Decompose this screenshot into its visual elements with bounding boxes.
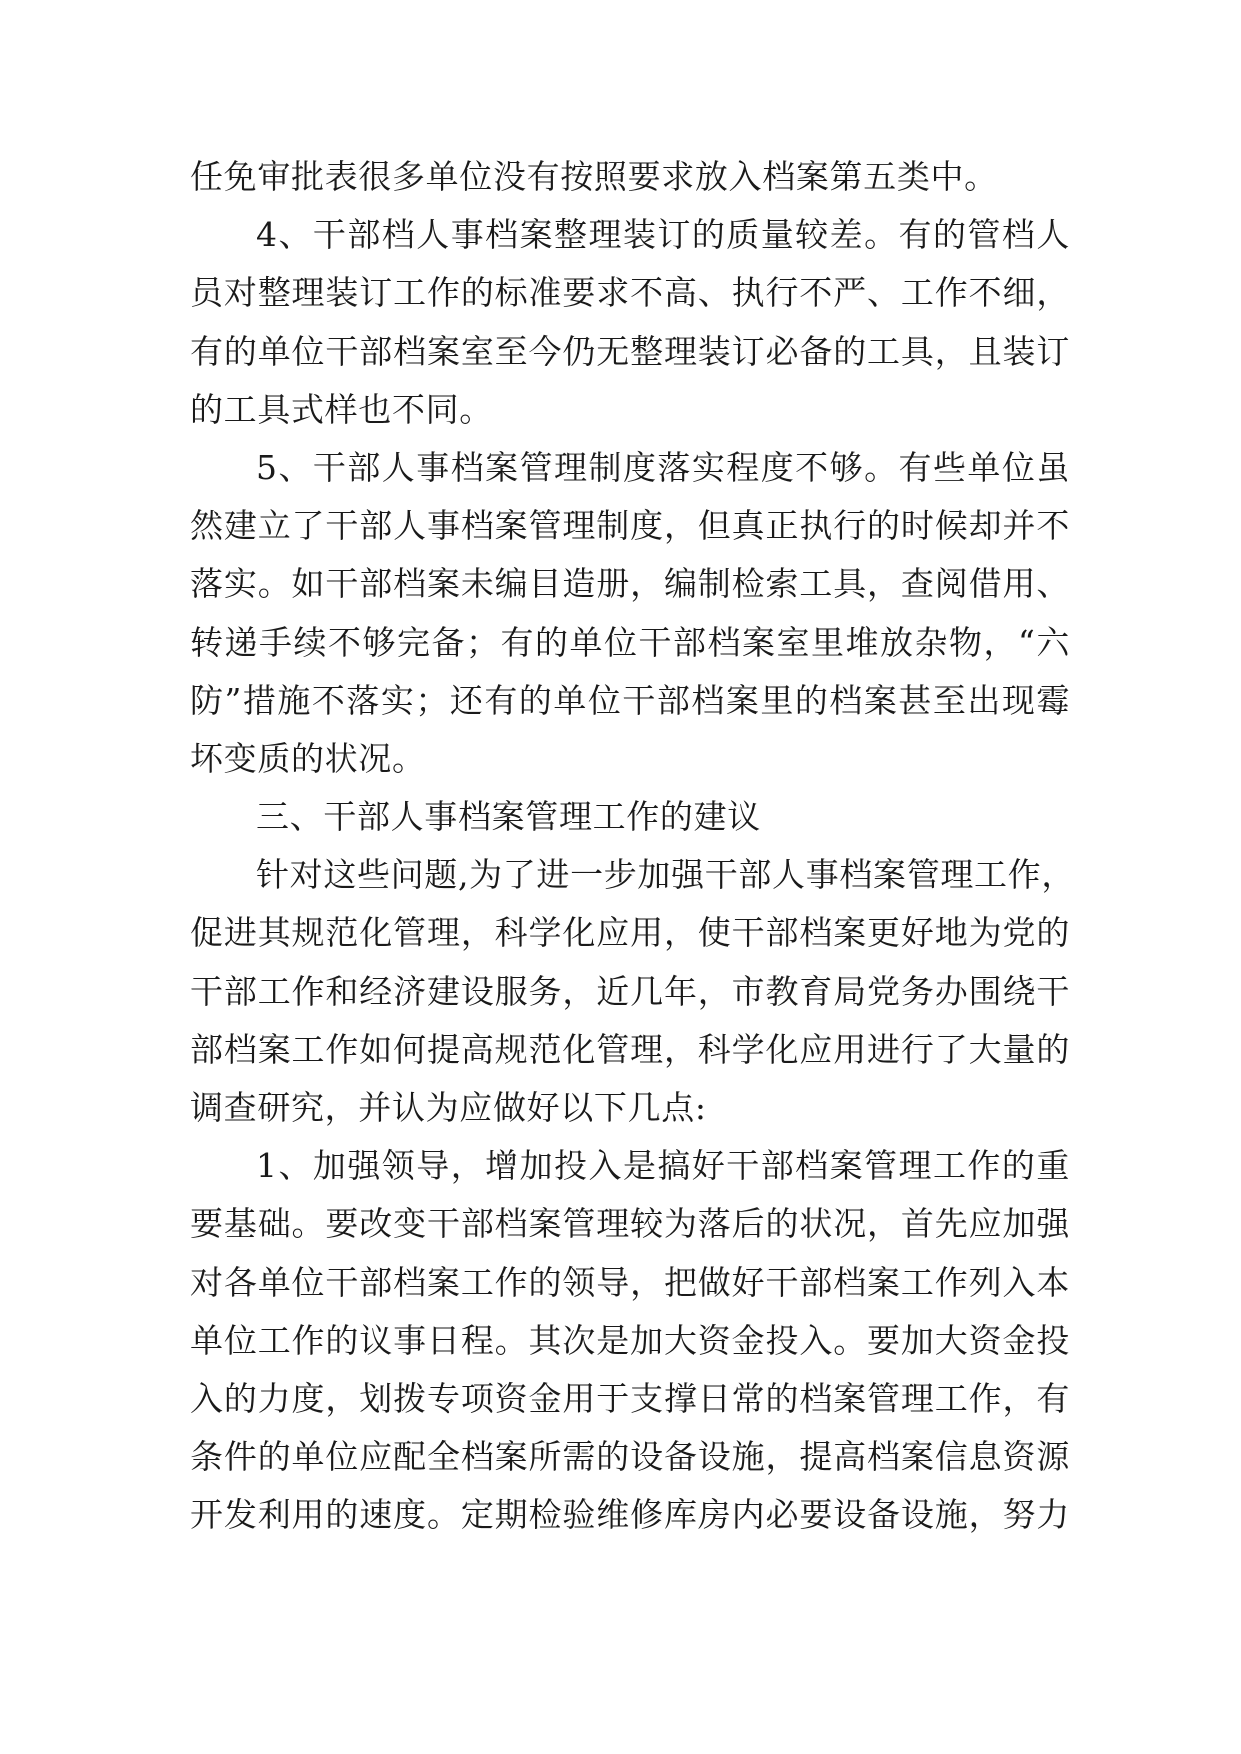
text-line: 要基础。要改变干部档案管理较为落后的状况，首先应加强 — [190, 1204, 1070, 1244]
text-line: 干部工作和经济建设服务，近几年，市教育局党务办围绕干 — [190, 971, 1070, 1011]
text-line: 坏变质的状况。 — [190, 738, 426, 778]
text-line: 对各单位干部档案工作的领导，把做好干部档案工作列入本 — [190, 1262, 1070, 1302]
text-line: 转递手续不够完备；有的单位干部档案室里堆放杂物，“六 — [190, 622, 1070, 662]
text-line: 有的单位干部档案室至今仍无整理装订必备的工具，且装订 — [190, 331, 1070, 371]
text-line: 开发利用的速度。定期检验维修库房内必要设备设施，努力 — [190, 1495, 1070, 1535]
text-line: 三、干部人事档案管理工作的建议 — [256, 797, 761, 837]
text-line: 防”措施不落实；还有的单位干部档案里的档案甚至出现霉 — [190, 680, 1070, 720]
text-line: 任免审批表很多单位没有按照要求放入档案第五类中。 — [190, 157, 998, 196]
text-line: 入的力度，划拨专项资金用于支撑日常的档案管理工作，有 — [190, 1378, 1070, 1418]
text-line: 单位工作的议事日程。其次是加大资金投入。要加大资金投 — [190, 1320, 1070, 1360]
text-line: 然建立了干部人事档案管理制度，但真正执行的时候却并不 — [190, 506, 1070, 546]
text-line: 部档案工作如何提高规范化管理，科学化应用进行了大量的 — [190, 1029, 1070, 1069]
text-line: 落实。如干部档案未编目造册，编制检索工具，查阅借用、 — [190, 564, 1070, 604]
text-line: 调查研究，并认为应做好以下几点: — [190, 1088, 707, 1127]
text-line: 员对整理装订工作的标准要求不高、执行不严、工作不细， — [190, 273, 1070, 313]
document-page — [190, 148, 1075, 1545]
text-line: 促进其规范化管理，科学化应用，使干部档案更好地为党的 — [190, 913, 1070, 953]
text-line: 4、干部档人事档案整理装订的质量较差。有的管档人 — [256, 215, 1070, 255]
text-line: 5、干部人事档案管理制度落实程度不够。有些单位虽 — [256, 447, 1070, 487]
text-line: 的工具式样也不同。 — [190, 389, 493, 429]
text-line: 针对这些问题,为了进一步加强干部人事档案管理工作， — [256, 855, 1075, 895]
text-line: 条件的单位应配全档案所需的设备设施，提高档案信息资源 — [190, 1437, 1070, 1477]
text-line: 1、加强领导，增加投入是搞好干部档案管理工作的重 — [256, 1146, 1070, 1186]
